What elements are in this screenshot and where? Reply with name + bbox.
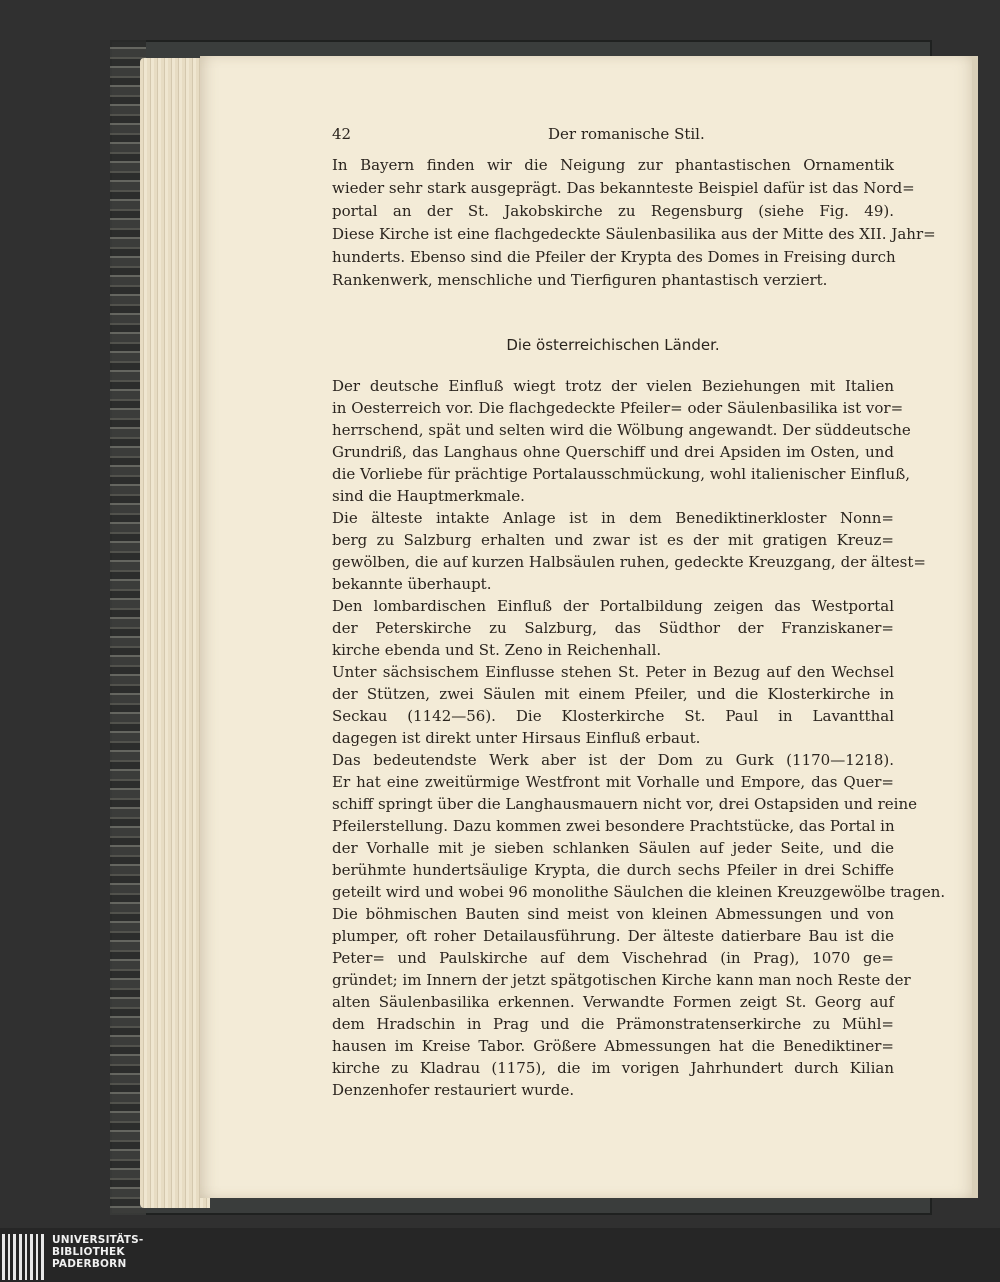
text-line: gründet; im Innern der jetzt spätgotischen Kirche kann man noch Reste der bbox=[332, 971, 911, 989]
text-line: Er hat eine zweitürmige Westfront mit Vorhalle und Empore, das Quer= bbox=[332, 773, 894, 791]
footer-bar bbox=[0, 1228, 1000, 1282]
section-heading: Die österreichischen Länder. bbox=[506, 336, 720, 354]
text-line: Den lombardischen Einfluß der Portalbildung zeigen das Westportal bbox=[332, 597, 894, 615]
text-line: Die älteste intakte Anlage ist in dem Benediktinerkloster Nonn= bbox=[332, 509, 894, 527]
text-line: gewölben, die auf kurzen Halbsäulen ruhen, gedeckte Kreuzgang, der ältest= bbox=[332, 553, 926, 571]
text-line: dem Hradschin in Prag und die Prämonstratenserkirche zu Mühl= bbox=[332, 1015, 894, 1033]
text-line: berühmte hundertsäulige Krypta, die durch sechs Pfeiler in drei Schiffe bbox=[332, 861, 894, 879]
text-line: Seckau (1142—56). Die Klosterkirche St. Paul in Lavantthal bbox=[332, 707, 894, 725]
text-line: Rankenwerk, menschliche und Tierfiguren phantastisch verziert. bbox=[332, 271, 828, 289]
text-line: der Stützen, zwei Säulen mit einem Pfeiler, und die Klosterkirche in bbox=[332, 685, 894, 703]
text-line: portal an der St. Jakobskirche zu Regensburg (siehe Fig. 49). bbox=[332, 202, 894, 220]
running-title: Der romanische Stil. bbox=[548, 125, 705, 143]
text-line: plumper, oft roher Detailausführung. Der älteste datierbare Bau ist die bbox=[332, 927, 894, 945]
logo-line: PADERBORN bbox=[52, 1258, 127, 1270]
text-line: Das bedeutendste Werk aber ist der Dom zu Gurk (1170—1218). bbox=[332, 751, 894, 769]
text-line: kirche ebenda und St. Zeno in Reichenhall. bbox=[332, 641, 662, 659]
page-right-edge bbox=[972, 56, 978, 1198]
library-logo-text bbox=[52, 1234, 143, 1270]
text-line: Pfeilerstellung. Dazu kommen zwei besondere Prachtstücke, das Portal in bbox=[332, 817, 895, 835]
text-line: hunderts. Ebenso sind die Pfeiler der Krypta des Domes in Freising durch bbox=[332, 248, 896, 266]
text-line: Diese Kirche ist eine flachgedeckte Säulenbasilika aus der Mitte des XII. Jahr= bbox=[332, 225, 936, 243]
text-line: wieder sehr stark ausgeprägt. Das bekannteste Beispiel dafür ist das Nord= bbox=[332, 179, 915, 197]
text-line: In Bayern finden wir die Neigung zur phantastischen Ornamentik bbox=[332, 156, 894, 174]
text-line: bekannte überhaupt. bbox=[332, 575, 492, 593]
library-logo-icon bbox=[2, 1234, 44, 1280]
text-line: Grundriß, das Langhaus ohne Querschiff und drei Apsiden im Osten, und bbox=[332, 443, 894, 461]
logo-line: BIBLIOTHEK bbox=[52, 1246, 125, 1258]
text-line: dagegen ist direkt unter Hirsaus Einfluß erbaut. bbox=[332, 729, 701, 747]
text-line: der Peterskirche zu Salzburg, das Südthor der Franziskaner= bbox=[332, 619, 894, 637]
page-number: 42 bbox=[332, 125, 352, 143]
text-line: Die böhmischen Bauten sind meist von kleinen Abmessungen und von bbox=[332, 905, 894, 923]
text-line: Der deutsche Einfluß wiegt trotz der vielen Beziehungen mit Italien bbox=[332, 377, 894, 395]
text-line: Unter sächsischem Einflusse stehen St. Peter in Bezug auf den Wechsel bbox=[332, 663, 894, 681]
text-line: die Vorliebe für prächtige Portalausschmückung, wohl italienischer Einfluß, bbox=[332, 465, 910, 483]
text-line: kirche zu Kladrau (1175), die im vorigen Jahrhundert durch Kilian bbox=[332, 1059, 894, 1077]
text-line: berg zu Salzburg erhalten und zwar ist es der mit gratigen Kreuz= bbox=[332, 531, 894, 549]
text-line: schiff springt über die Langhausmauern nicht vor, drei Ostapsiden und reine bbox=[332, 795, 917, 813]
text-line: in Oesterreich vor. Die flachgedeckte Pfeiler= oder Säulenbasilika ist vor= bbox=[332, 399, 904, 417]
text-line: Peter= und Paulskirche auf dem Vischehrad (in Prag), 1070 ge= bbox=[332, 949, 894, 967]
text-line: der Vorhalle mit je sieben schlanken Säulen auf jeder Seite, und die bbox=[332, 839, 894, 857]
text-line: hausen im Kreise Tabor. Größere Abmessungen hat die Benediktiner= bbox=[332, 1037, 894, 1055]
text-line: geteilt wird und wobei 96 monolithe Säulchen die kleinen Kreuzgewölbe tragen. bbox=[332, 883, 946, 901]
text-line: sind die Hauptmerkmale. bbox=[332, 487, 525, 505]
logo-line: UNIVERSITÄTS- bbox=[52, 1234, 144, 1246]
text-line: Denzenhofer restauriert wurde. bbox=[332, 1081, 575, 1099]
text-line: herrschend, spät und selten wird die Wölbung angewandt. Der süddeutsche bbox=[332, 421, 911, 439]
text-line: alten Säulenbasilika erkennen. Verwandte Formen zeigt St. Georg auf bbox=[332, 993, 894, 1011]
